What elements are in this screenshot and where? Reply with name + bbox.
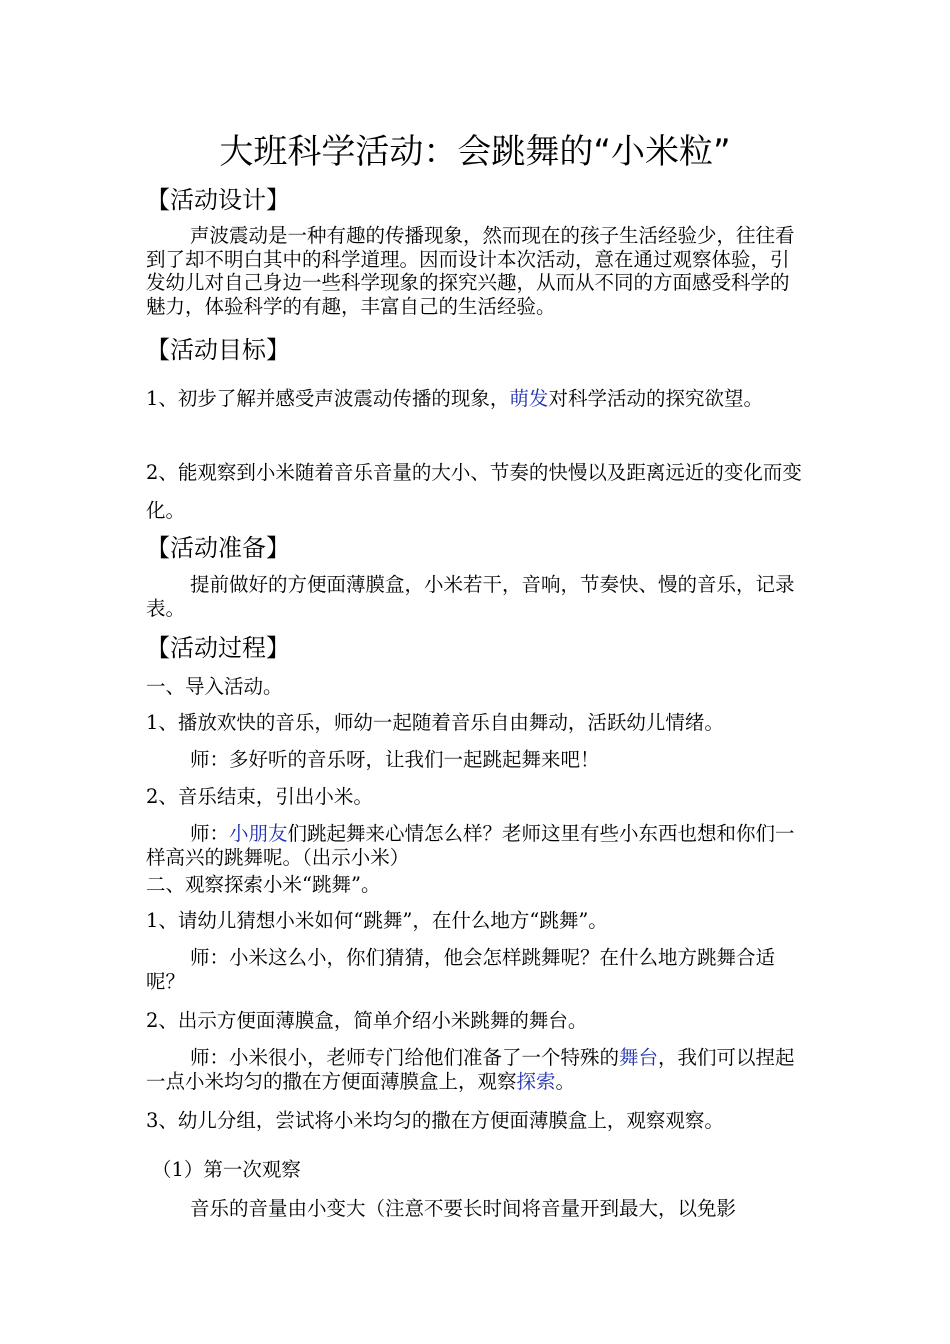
- design-paragraph: 声波震动是一种有趣的传播现象，然而现在的孩子生活经验少，往往看到了却不明白其中的科学道理。因而设计本次活动，意在通过观察体验，引发幼儿对自己身边一些科学现象的探究兴趣，从而从不同的方面感受科学的魅力，体验科学的有趣，丰富自己的生活经验。: [146, 224, 795, 318]
- part-2-step-3: 3、幼儿分组，尝试将小米均匀的撒在方便面薄膜盒上，观察观察。: [146, 1109, 724, 1132]
- heading-activity-design: 【活动设计】: [146, 186, 290, 214]
- teacher-line-3-text-c: 。: [555, 1069, 576, 1093]
- goal-item-1-link[interactable]: 萌发: [509, 387, 549, 410]
- part-2-teacher-line-2: [146, 1046, 808, 1093]
- heading-activity-preparation: 【活动准备】: [146, 534, 290, 562]
- goal-item-1-text-b: 对科学活动的探究欲望。: [548, 387, 763, 410]
- goal-item-1: [146, 380, 808, 418]
- teacher-line-3-link-2[interactable]: 探索: [516, 1069, 556, 1093]
- part-2-teacher-line-1: 师：小米这么小，你们猜猜，他会怎样跳舞呢？在什么地方跳舞合适呢？: [146, 946, 776, 993]
- teacher-line-2-text-a: 师：: [190, 822, 230, 845]
- preparation-paragraph: 提前做好的方便面薄膜盒，小米若干，音响，节奏快、慢的音乐，记录表。: [146, 573, 795, 620]
- heading-activity-goals: 【活动目标】: [146, 336, 290, 364]
- part-1-step-2: 2、音乐结束，引出小米。: [146, 785, 373, 808]
- part-1-teacher-line-1: 师：多好听的音乐呀，让我们一起跳起舞来吧！: [190, 748, 600, 771]
- part-2-step-2: 2、出示方便面薄膜盒，简单介绍小米跳舞的舞台。: [146, 1009, 588, 1032]
- teacher-line-2-text-b: 们跳起舞来心情怎么样？老师这里有些小东西也想和你们一样高兴的跳舞呢。（出示小米）: [146, 822, 795, 869]
- process-part-1: 一、导入活动。: [146, 675, 283, 698]
- observation-1-body: 音乐的音量由小变大（注意不要长时间将音量开到最大，以免影: [190, 1197, 737, 1220]
- part-1-teacher-line-2: [146, 822, 808, 869]
- part-1-step-1: 1、播放欢快的音乐，师幼一起随着音乐自由舞动，活跃幼儿情绪。: [146, 711, 724, 734]
- document-title: 大班科学活动：会跳舞的“小米粒”: [219, 132, 731, 172]
- goal-item-2: 2、能观察到小米随着音乐音量的大小、节奏的快慢以及距离远近的变化而变化。: [146, 461, 802, 522]
- teacher-line-3-text-b: ，我们可以捏起一点小米均匀的撒在方便面薄膜盒上，观察: [146, 1046, 795, 1093]
- goal-item-1-text-a: 1、初步了解并感受声波震动传播的现象，: [146, 387, 510, 410]
- observation-1-heading: （1）第一次观察: [152, 1158, 301, 1181]
- teacher-line-3-text-a: 师：小米很小，老师专门给他们准备了一个特殊的: [190, 1046, 620, 1069]
- heading-activity-process: 【活动过程】: [146, 634, 290, 662]
- teacher-line-3-link-1[interactable]: 舞台: [619, 1046, 659, 1069]
- process-part-2: 二、观察探索小米“跳舞”。: [146, 873, 381, 896]
- part-2-step-1: 1、请幼儿猜想小米如何“跳舞”，在什么地方“跳舞”。: [146, 909, 608, 932]
- teacher-line-2-link[interactable]: 小朋友: [229, 822, 288, 845]
